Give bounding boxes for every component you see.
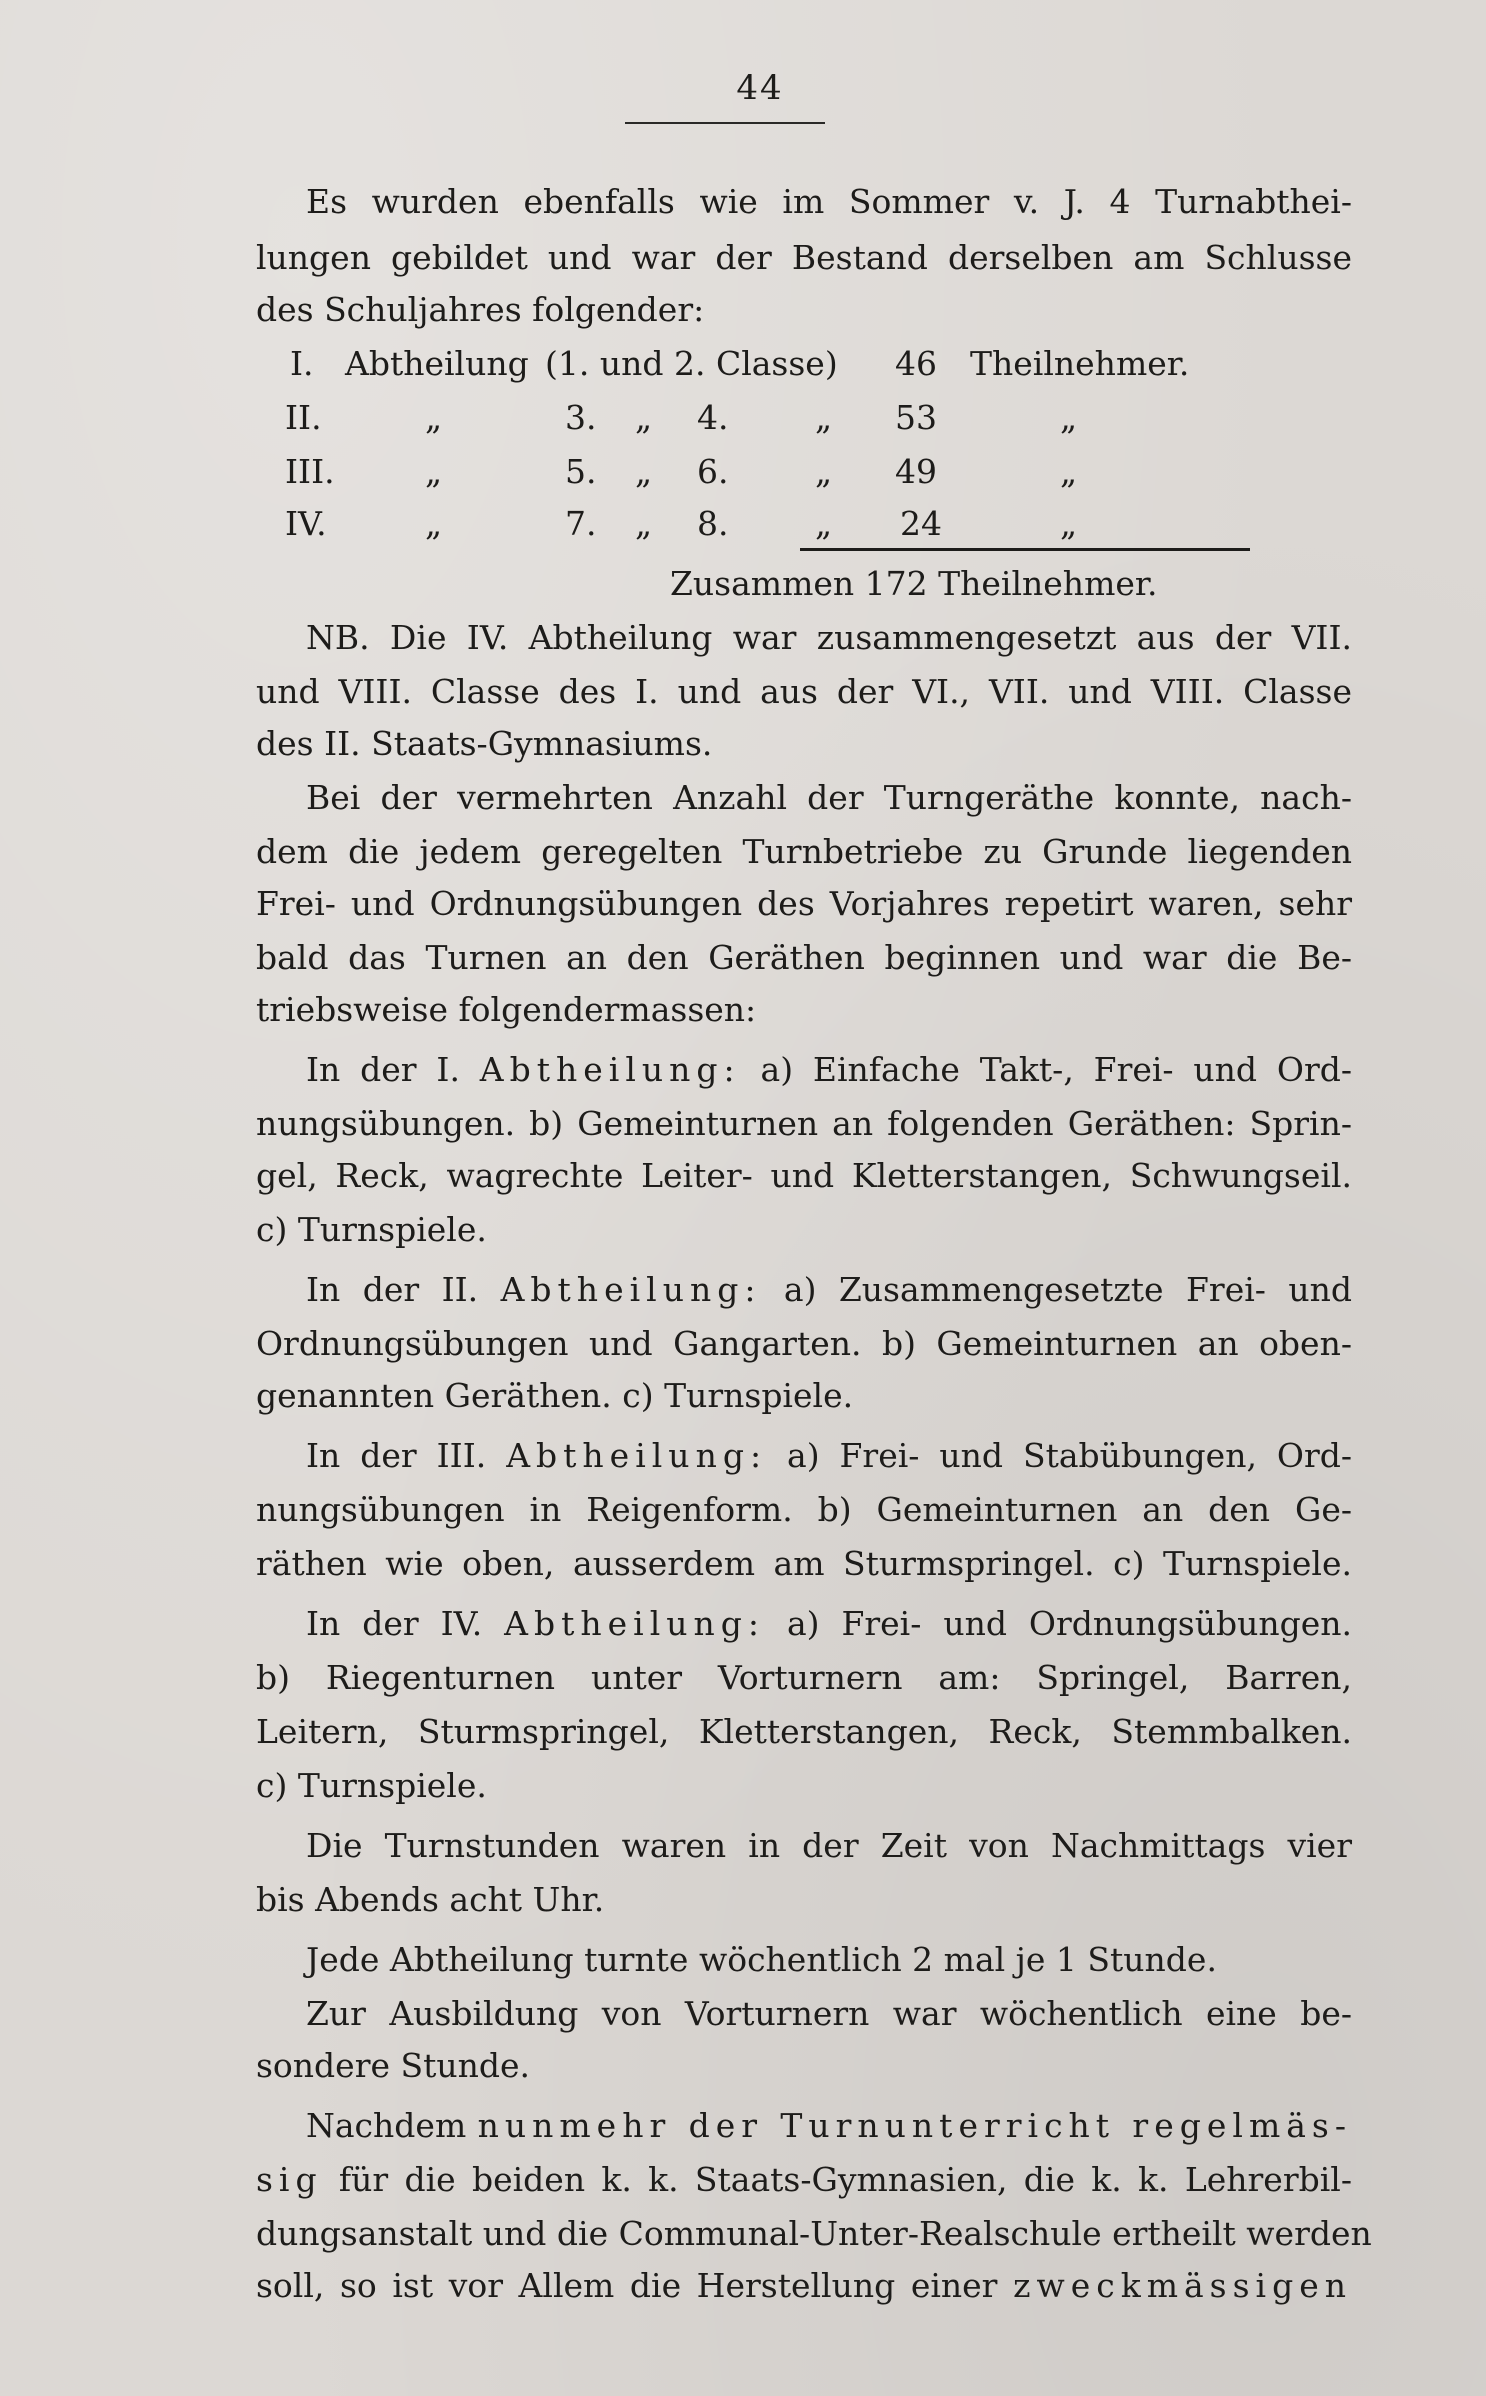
turnstunden-line-1: Die Turnstunden waren in der Zeit von Nachmittags vier: [306, 1826, 1352, 1865]
abt1-line-1: [306, 1044, 1352, 1096]
final-last-normal: soll, so ist vor Allem die Herstellung einer: [256, 2266, 998, 2305]
abt4-line-3: Leitern, Sturmspringel, Kletterstangen, Reck, Stemmbalken.: [256, 1712, 1352, 1751]
abt3-line-1: [306, 1430, 1352, 1482]
vorturner-line-1: Zur Ausbildung von Vorturnern war wöchentlich eine be-: [306, 1994, 1352, 2033]
table-row-4-class-b: 8.: [697, 504, 729, 543]
table-row-4-ditto-2: „: [815, 504, 833, 543]
nb-line-1: NB. Die IV. Abtheilung war zusammengesetzt aus der VII.: [306, 618, 1352, 657]
table-row-1-num: I.: [290, 344, 314, 383]
para1-line-5: triebsweise folgendermassen:: [256, 990, 757, 1029]
final-second-spaced: sig: [256, 2160, 323, 2199]
table-row-4-ditto: „: [635, 504, 653, 543]
turnstunden-line-2: bis Abends acht Uhr.: [256, 1880, 605, 1919]
abt3-line-2: nungsübungen in Reigenform. b) Gemeinturnen an den Ge-: [256, 1490, 1352, 1529]
table-row-1-unit: Theilnehmer.: [970, 344, 1190, 383]
abt1-line-3: gel, Reck, wagrechte Leiter- und Kletterstangen, Schwungseil.: [256, 1156, 1352, 1195]
abt1-line-4: c) Turnspiele.: [256, 1210, 487, 1249]
table-row-2-label: „: [425, 398, 443, 437]
final-line-3: dungsanstalt und die Communal-Unter-Realschule ertheilt werden: [256, 2214, 1372, 2253]
table-row-1-count: 46: [895, 344, 937, 383]
table-row-3-ditto: „: [635, 452, 653, 491]
abt1-label: Abtheilung:: [479, 1050, 741, 1089]
intro-line-3: des Schuljahres folgender:: [256, 290, 705, 329]
abt2-line-3: genannten Geräthen. c) Turnspiele.: [256, 1376, 854, 1415]
table-row-3-class-b: 6.: [697, 452, 729, 491]
abt2-line-2: Ordnungsübungen und Gangarten. b) Gemeinturnen an oben-: [256, 1324, 1352, 1363]
table-row-2-ditto-2: „: [815, 398, 833, 437]
abt4-line-2: b) Riegenturnen unter Vorturnern am: Springel, Barren,: [256, 1658, 1352, 1697]
page-number: 44: [736, 68, 784, 108]
abt4-line-1: [306, 1598, 1352, 1650]
table-row-4-label: „: [425, 504, 443, 543]
sum-rule: [800, 548, 1250, 551]
table-row-4-class-a: 7.: [565, 504, 597, 543]
abt1-prefix: In der I.: [306, 1050, 460, 1089]
abt4-rest: a) Frei- und Ordnungsübungen.: [786, 1604, 1352, 1643]
final-first-normal: Nachdem: [306, 2106, 467, 2145]
table-row-3-num: III.: [285, 452, 335, 491]
table-row-2-class-a: 3.: [565, 398, 597, 437]
nb-line-2: und VIII. Classe des I. und aus der VI., VII. und VIII. Classe: [256, 672, 1352, 711]
abt3-prefix: In der III.: [306, 1436, 487, 1475]
abt4-line-4: c) Turnspiele.: [256, 1766, 487, 1805]
vorturner-line-2: sondere Stunde.: [256, 2046, 531, 2085]
intro-line-2: lungen gebildet und war der Bestand derselben am Schlusse: [256, 238, 1352, 277]
final-line-4: [256, 2260, 1352, 2312]
abt1-line-2: nungsübungen. b) Gemeinturnen an folgenden Geräthen: Sprin-: [256, 1104, 1352, 1143]
table-row-2-unit: „: [1060, 398, 1078, 437]
table-row-3-unit: „: [1060, 452, 1078, 491]
header-rule: [625, 122, 825, 124]
final-second-rest: für die beiden k. k. Staats-Gymnasien, die k. k. Lehrerbil-: [338, 2160, 1352, 2199]
abt1-rest: a) Einfache Takt-, Frei- und Ord-: [760, 1050, 1352, 1089]
table-row-2-count: 53: [895, 398, 937, 437]
para1-line-1: Bei der vermehrten Anzahl der Turngeräthe konnte, nach-: [306, 778, 1352, 817]
abt4-prefix: In der IV.: [306, 1604, 483, 1643]
abt3-label: Abtheilung:: [506, 1436, 768, 1475]
table-row-1-label: Abtheilung: [345, 344, 529, 383]
table-row-2-class-b: 4.: [697, 398, 729, 437]
table-total: Zusammen 172 Theilnehmer.: [670, 564, 1158, 603]
table-row-3-label: „: [425, 452, 443, 491]
abt3-line-3: räthen wie oben, ausserdem am Sturmspringel. c) Turnspiele.: [256, 1544, 1352, 1583]
final-line-2: [256, 2154, 1352, 2206]
abt2-prefix: In der II.: [306, 1270, 479, 1309]
table-row-3-ditto-2: „: [815, 452, 833, 491]
intro-line-1: Es wurden ebenfalls wie im Sommer v. J. 4 Turnabthei-: [306, 182, 1352, 221]
final-first-spaced: nunmehr der Turnunterricht regelmäs-: [477, 2106, 1352, 2145]
table-row-3-count: 49: [895, 452, 937, 491]
para1-line-2: dem die jedem geregelten Turnbetriebe zu Grunde liegenden: [256, 832, 1352, 871]
abt3-rest: a) Frei- und Stabübungen, Ord-: [787, 1436, 1352, 1475]
abt4-label: Abtheilung:: [504, 1604, 766, 1643]
jede-line: Jede Abtheilung turnte wöchentlich 2 mal je 1 Stunde.: [306, 1940, 1217, 1979]
final-last-spaced: zweckmässigen: [1013, 2266, 1353, 2305]
table-row-3-class-a: 5.: [565, 452, 597, 491]
table-row-4-count: 24: [900, 504, 942, 543]
final-line-1: [306, 2100, 1352, 2152]
table-row-2-ditto: „: [635, 398, 653, 437]
para1-line-3: Frei- und Ordnungsübungen des Vorjahres repetirt waren, sehr: [256, 884, 1352, 923]
abt2-label: Abtheilung:: [500, 1270, 762, 1309]
abt2-rest: a) Zusammengesetzte Frei- und: [783, 1270, 1352, 1309]
table-row-4-num: IV.: [285, 504, 327, 543]
abt2-line-1: [306, 1264, 1352, 1316]
table-row-1-classes: (1. und 2. Classe): [545, 344, 838, 383]
table-row-2-num: II.: [285, 398, 322, 437]
para1-line-4: bald das Turnen an den Geräthen beginnen und war die Be-: [256, 938, 1352, 977]
nb-line-3: des II. Staats-Gymnasiums.: [256, 724, 713, 763]
table-row-4-unit: „: [1060, 504, 1078, 543]
